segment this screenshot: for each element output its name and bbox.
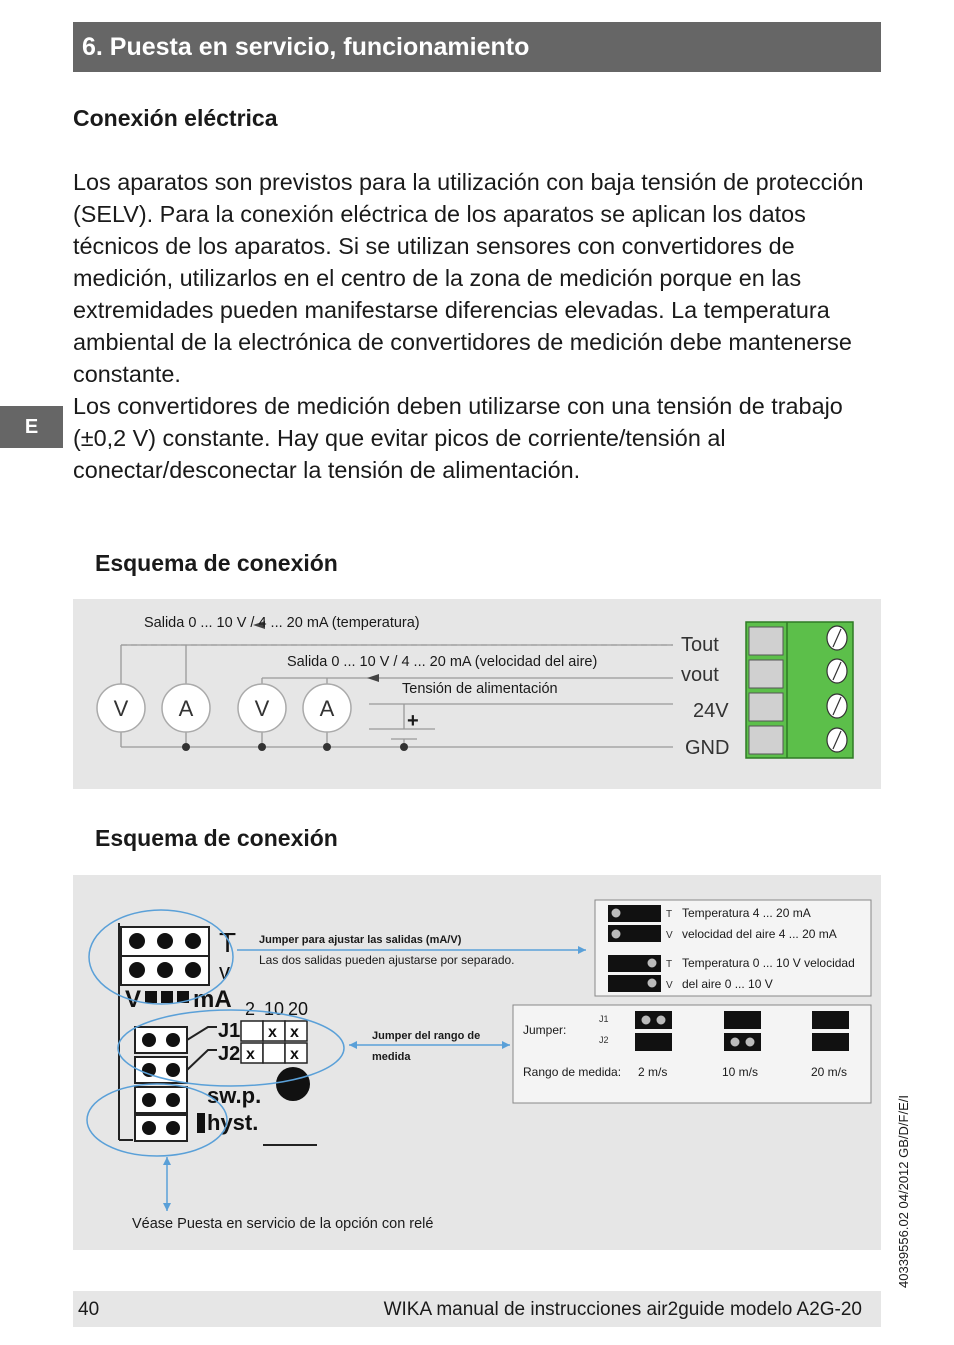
jumper-range-title-1: Jumper del rango de bbox=[372, 1030, 481, 1042]
section-header-title: 6. Puesta en servicio, funcionamiento bbox=[82, 33, 530, 61]
jumper-outputs-title: Jumper para ajustar las salidas (mA/V) bbox=[259, 934, 462, 946]
board-label-20: 20 bbox=[288, 999, 309, 1019]
range-settings-table bbox=[513, 1005, 871, 1103]
j2-label: J2 bbox=[599, 1035, 609, 1045]
output-row-letter: T bbox=[666, 959, 673, 970]
output-row-text: velocidad del aire 4 ... 20 mA bbox=[682, 927, 837, 941]
range-value: 20 m/s bbox=[811, 1065, 848, 1079]
board-label-ma: mA bbox=[193, 986, 232, 1013]
output-row-letter: V bbox=[666, 930, 673, 941]
x-mark: x bbox=[290, 1024, 299, 1041]
paragraph-1: Los aparatos son previstos para la utilización con baja tensión de protección (SELV). Para la conexión eléctrica de los aparatos se aplican los datos técnicos de los aparatos. Si se utilizan sensores con convertidores de medición, utilizarlos en el centro de la zona de medición porque en las extremidades pueden manifestarse diferencias elevadas. La temperatura ambiental de la electrónica de convertidores de medición debe mantenerse constante. bbox=[73, 169, 864, 387]
meter-label: A bbox=[178, 696, 194, 721]
board-label-v: v bbox=[219, 959, 230, 984]
board-label-hyst: hyst. bbox=[207, 1110, 259, 1135]
output-row-text: Temperatura 4 ... 20 mA bbox=[682, 906, 811, 920]
subsection-title: Conexión eléctrica bbox=[73, 105, 278, 131]
terminal-label: Tout bbox=[681, 634, 719, 656]
output-row-text: Temperatura 0 ... 10 V velocidad bbox=[682, 956, 855, 970]
terminal-block bbox=[746, 622, 853, 758]
meter-label: V bbox=[113, 696, 129, 721]
body-text bbox=[73, 166, 883, 486]
x-mark: x bbox=[246, 1046, 255, 1063]
footer-text: WIKA manual de instrucciones air2guide modelo A2G-20 bbox=[383, 1299, 862, 1320]
arrow-air bbox=[367, 674, 379, 682]
paragraph-2: Los convertidores de medición deben utilizarse con una tensión de trabajo (±0,2 V) constante. Hay que evitar picos de corriente/tensión al conectar/desconectar la tensión de alimentación. bbox=[73, 393, 843, 483]
jumper-outputs-desc: Las dos salidas pueden ajustarse por separado. bbox=[259, 953, 515, 967]
range-value: 10 m/s bbox=[722, 1065, 759, 1079]
output-row-letter: V bbox=[666, 980, 673, 991]
board-label-v-ma: V bbox=[125, 986, 142, 1013]
wiring-diagram bbox=[73, 599, 881, 789]
output-row-text: del aire 0 ... 10 V bbox=[682, 977, 773, 991]
diagram1-title: Esquema de conexión bbox=[95, 550, 338, 576]
wiring-diagram-panel bbox=[73, 599, 881, 789]
meters bbox=[97, 684, 351, 732]
plus-sign: + bbox=[407, 710, 419, 732]
document-code: 40339556.02 04/2012 GB/D/F/E/I bbox=[896, 1095, 911, 1288]
jumper-range-title-2: medida bbox=[372, 1051, 411, 1063]
terminal-label: vout bbox=[681, 664, 719, 686]
board-label-j2: J2 bbox=[218, 1043, 241, 1065]
output-row-letter: T bbox=[666, 909, 673, 920]
section-header-bar bbox=[73, 22, 881, 72]
board-label-swp: sw.p. bbox=[207, 1083, 262, 1108]
meter-label: A bbox=[319, 696, 335, 721]
relay-jumper-block bbox=[135, 1083, 261, 1141]
jumper-diagram bbox=[73, 875, 881, 1250]
jumper-diagram-panel bbox=[73, 875, 881, 1250]
page-number: 40 bbox=[78, 1299, 100, 1320]
board-label-j1: J1 bbox=[218, 1020, 241, 1042]
relay-note: Véase Puesta en servicio de la opción con relé bbox=[132, 1216, 434, 1232]
diagram2-title: Esquema de conexión bbox=[95, 825, 338, 851]
label-temp-output: Salida 0 ... 10 V / 4 ... 20 mA (temperatura) bbox=[144, 615, 420, 631]
potentiometer bbox=[276, 1067, 310, 1101]
language-tab: E bbox=[0, 406, 63, 448]
terminal-label: 24V bbox=[693, 700, 729, 722]
footer-bar bbox=[73, 1291, 881, 1327]
range-value: 2 m/s bbox=[638, 1065, 668, 1079]
x-mark: x bbox=[290, 1046, 299, 1063]
output-settings-table bbox=[595, 900, 871, 996]
board-label-t: T bbox=[219, 927, 237, 958]
x-mark: x bbox=[268, 1024, 277, 1041]
board-label-10: 10 bbox=[264, 999, 285, 1019]
label-air-output: Salida 0 ... 10 V / 4 ... 20 mA (velocidad del aire) bbox=[287, 654, 598, 670]
meter-label: V bbox=[254, 696, 270, 721]
j1-label: J1 bbox=[599, 1014, 609, 1024]
board-label-2: 2 bbox=[245, 999, 256, 1019]
range-label: Rango de medida: bbox=[523, 1065, 622, 1079]
label-supply: Tensión de alimentación bbox=[402, 681, 558, 697]
terminal-label: GND bbox=[685, 737, 730, 759]
jumper-label: Jumper: bbox=[523, 1023, 567, 1037]
